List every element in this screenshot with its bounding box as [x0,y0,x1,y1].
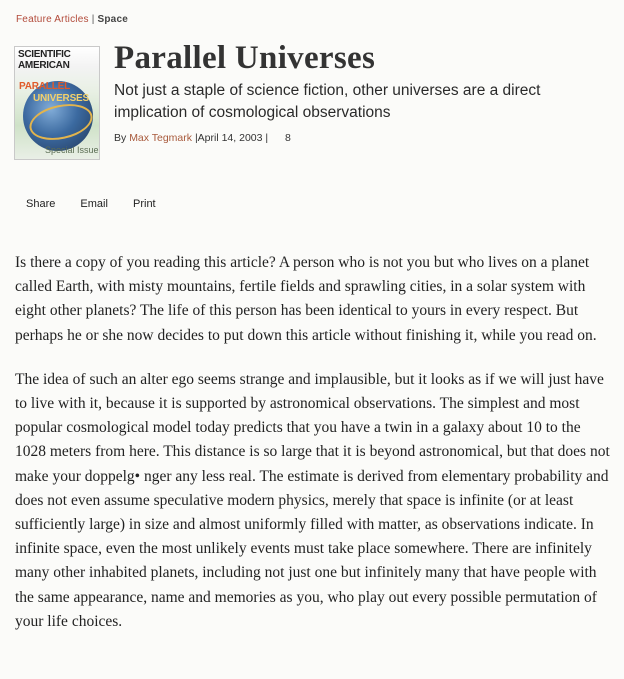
print-button[interactable]: Print [133,198,156,210]
article-body [15,251,615,654]
byline [114,132,291,144]
publish-date: |April 14, 2003 | [194,132,269,144]
article-dek: Not just a staple of science fiction, other universes are a direct implication of cosmological observations [114,82,541,121]
share-button[interactable]: Share [26,198,56,210]
magazine-cover-image[interactable] [14,46,100,160]
body-paragraph: The idea of such an alter ego seems strange and implausible, but it looks as if we will just have to live with it, because it is supported by astronomical observations. The simplest and most popular cosmological model today predicts that you have a twin in a galaxy about 10 to the 1028 meters from here. This distance is so large that it is beyond astronomical, but that does not make your doppelg• nger any less real. The estimate is derived from elementary probability and does not even assume speculative modern physics, merely that space is infinite (or at least sufficiently large) in size and almost uniformly filled with matter, as observations indicate. In infinite space, even the most unlikely events must take place somewhere. There are infinitely many other inhabited planets, including not just one but infinitely many that have people with the same appearance, name and memories as you, who play out every possible permutation of your life choices. [15,370,610,630]
email-button[interactable]: Email [80,198,108,210]
author-link[interactable]: Max Tegmark [129,132,193,144]
body-paragraph: Is there a copy of you reading this article? A person who is not you but who lives on a planet called Earth, with misty mountains, fertile fields and sprawling cities, in a solar system with eight other planets? The life of this person has been identical to yours in every respect. But perhaps he or she now decides to put down this article without finishing it, while you read on. [15,254,597,344]
cover-masthead-line2: AMERICAN [18,60,70,71]
article-title: Parallel Universes [114,40,376,76]
cover-masthead-line1: SCIENTIFIC [18,49,71,60]
cover-title-a: PARALLEL [19,81,70,92]
breadcrumb [16,14,128,25]
comment-count-link[interactable]: 8 [285,132,291,144]
breadcrumb-section-link[interactable]: Feature Articles [16,14,89,25]
breadcrumb-separator: | [91,14,95,25]
cover-title-b: UNIVERSES [33,93,89,104]
breadcrumb-current-link[interactable]: Space [97,14,128,25]
byline-prefix: By [114,132,127,144]
article-actions [26,198,178,210]
cover-edition: Special Issue [45,145,99,155]
